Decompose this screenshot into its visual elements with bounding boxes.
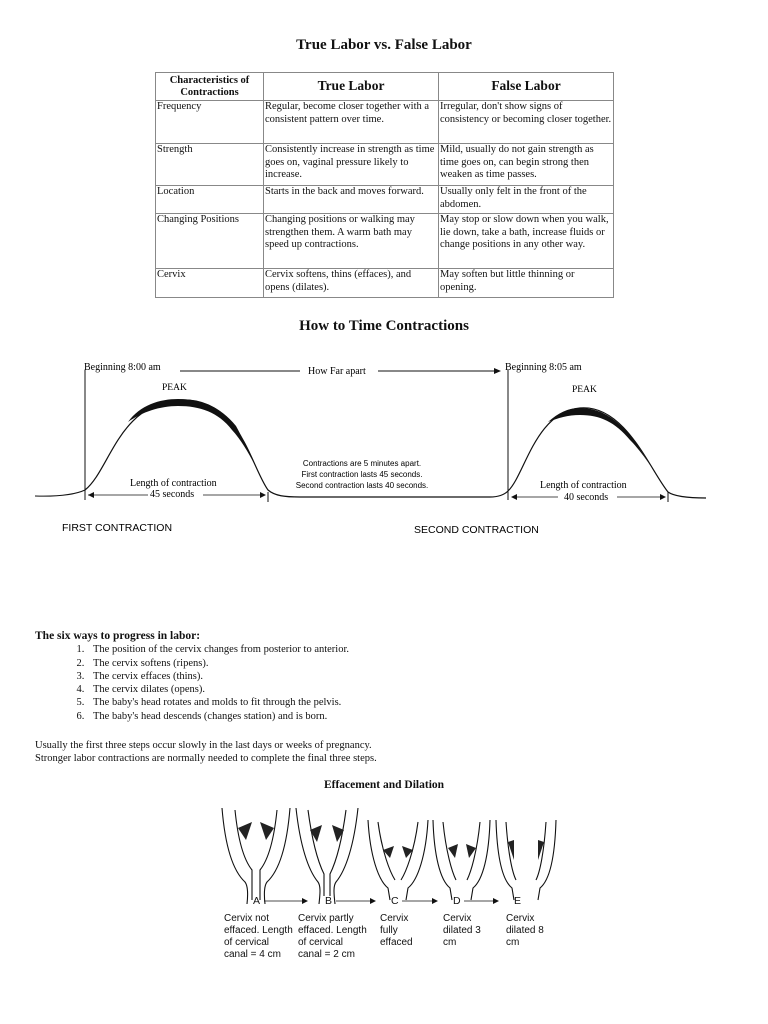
list-item: 3. The cervix effaces (thins). xyxy=(87,670,735,683)
note-line-2: Stronger labor contractions are normally needed to complete the final three steps. xyxy=(35,753,377,764)
header-false-labor: False Labor xyxy=(439,73,614,101)
stage-a-drawing xyxy=(222,808,290,904)
cell: Cervix softens, thins (effaces), and opens (dilates). xyxy=(264,269,439,298)
cell: Starts in the back and moves forward. xyxy=(264,186,439,214)
seconds-45: 45 seconds xyxy=(150,489,195,500)
list-item: 4. The cervix dilates (opens). xyxy=(87,683,735,696)
labor-comparison-table xyxy=(155,72,614,298)
stage-e-drawing xyxy=(496,820,556,900)
stage-d-drawing xyxy=(433,820,490,900)
stage-c-drawing xyxy=(368,820,428,900)
cell: Usually only felt in the front of the abdomen. xyxy=(439,186,614,214)
stage-letter-d: D xyxy=(453,895,461,907)
stage-caption-b: Cervix partly effaced. Length of cervical canal = 2 cm xyxy=(298,913,367,960)
second-contraction-label: SECOND CONTRACTION xyxy=(414,524,539,536)
cell: Strength xyxy=(156,144,264,186)
header-characteristics: Characteristics of Contractions xyxy=(156,73,264,101)
contraction-timing-diagram xyxy=(0,350,768,550)
progress-heading: The six ways to progress in labor: xyxy=(35,630,201,642)
first-contraction-label: FIRST CONTRACTION xyxy=(62,522,173,534)
list-item: 6. The baby's head descends (changes station) and is born. xyxy=(87,710,735,723)
title-effacement: Effacement and Dilation xyxy=(323,779,445,791)
cell: Frequency xyxy=(156,101,264,144)
apart-label: How Far apart xyxy=(308,366,366,377)
stage-letter-a: A xyxy=(253,895,261,907)
cell: Consistently increase in strength as time goes on, vaginal pressure likely to increase. xyxy=(264,144,439,186)
stage-caption-e: Cervix dilated 8 cm xyxy=(506,913,544,948)
length-label-2: Length of contraction xyxy=(540,480,627,491)
begin-label-2: Beginning 8:05 am xyxy=(505,362,582,373)
table-row xyxy=(156,186,614,214)
table-row xyxy=(156,144,614,186)
title-time-contractions: How to Time Contractions xyxy=(299,318,469,334)
cell: May soften but little thinning or opening. xyxy=(439,269,614,298)
info-line-1: Contractions are 5 minutes apart. xyxy=(302,459,422,468)
table-row xyxy=(156,269,614,298)
table-row xyxy=(156,214,614,269)
stage-caption-a: Cervix not effaced. Length of cervical canal = 4 cm xyxy=(224,913,293,960)
length-label-1: Length of contraction xyxy=(130,478,217,489)
progress-list xyxy=(35,643,735,723)
note-line-1: Usually the first three steps occur slowly in the last days or weeks of pregnancy. xyxy=(35,740,372,751)
cell: Changing positions or walking may strengthen them. A warm bath may speed up contractions. xyxy=(264,214,439,269)
list-item: 1. The position of the cervix changes from posterior to anterior. xyxy=(87,643,735,656)
cell: Irregular, don't show signs of consistency or becoming closer together. xyxy=(439,101,614,144)
header-true-labor: True Labor xyxy=(264,73,439,101)
cell: Location xyxy=(156,186,264,214)
begin-label-1: Beginning 8:00 am xyxy=(84,362,161,373)
cell: May stop or slow down when you walk, lie down, take a bath, increase fluids or change positions in any other way. xyxy=(439,214,614,269)
stage-letter-b: B xyxy=(325,895,333,907)
cell: Changing Positions xyxy=(156,214,264,269)
stage-caption-c: Cervix fully effaced xyxy=(380,913,413,948)
title-true-vs-false: True Labor vs. False Labor xyxy=(296,37,472,53)
first-peak-shade xyxy=(128,399,268,490)
progress-list-section xyxy=(35,630,735,723)
progress-note xyxy=(35,739,377,765)
info-line-2: First contraction lasts 45 seconds. xyxy=(301,470,423,479)
seconds-40: 40 seconds xyxy=(564,492,609,503)
table-row xyxy=(156,101,614,144)
list-item: 5. The baby's head rotates and molds to fit through the pelvis. xyxy=(87,696,735,709)
peak-label-1: PEAK xyxy=(162,383,187,393)
baseline xyxy=(35,490,85,496)
list-item: 2. The cervix softens (ripens). xyxy=(87,657,735,670)
stage-arrows xyxy=(0,893,768,909)
info-line-3: Second contraction lasts 40 seconds. xyxy=(295,481,429,490)
peak-label-2: PEAK xyxy=(572,385,597,395)
stage-letter-e: E xyxy=(514,895,522,907)
stage-b-drawing xyxy=(296,808,358,904)
cell: Regular, become closer together with a consistent pattern over time. xyxy=(264,101,439,144)
cell: Mild, usually do not gain strength as time goes on, can begin strong then weaken as time passes. xyxy=(439,144,614,186)
cell: Cervix xyxy=(156,269,264,298)
stage-caption-d: Cervix dilated 3 cm xyxy=(443,913,481,948)
stage-letter-c: C xyxy=(391,895,399,907)
